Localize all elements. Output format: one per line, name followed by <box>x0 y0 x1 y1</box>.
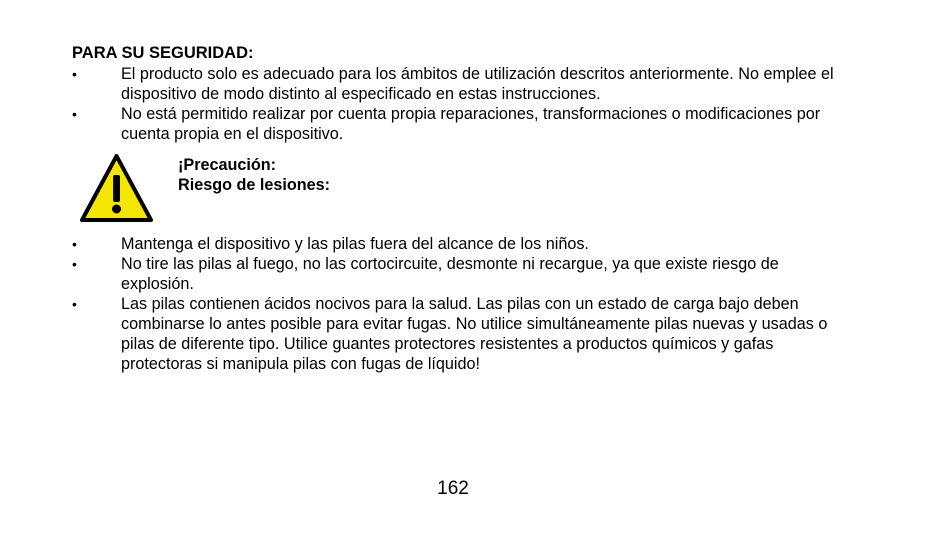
list-item <box>0 104 836 144</box>
list-item-text: El producto solo es adecuado para los ámbitos de utilización descritos anteriormente. No emplee el dispositivo de modo distinto al especificado en estas instrucciones. <box>121 65 834 103</box>
caution-subtitle: Riesgo de lesiones: <box>178 176 331 194</box>
bullet: • <box>72 66 77 82</box>
page-number: 162 <box>437 478 469 499</box>
bullet: • <box>72 236 77 252</box>
bullet: • <box>72 296 77 312</box>
list-item <box>0 64 836 104</box>
section-heading: PARA SU SEGURIDAD: <box>72 44 254 62</box>
list-item-text: Mantenga el dispositivo y las pilas fuera del alcance de los niños. <box>121 235 589 253</box>
bullet: • <box>72 106 77 122</box>
list-item-text: No tire las pilas al fuego, no las cortocircuite, desmonte ni recargue, ya que existe riesgo de explosión. <box>121 255 779 293</box>
list-item-text: Las pilas contienen ácidos nocivos para la salud. Las pilas con un estado de carga bajo deben combinarse lo antes posible para evitar fugas. No utilice simultáneamente pilas nuevas y usadas o pilas de diferente tipo. Utilice guantes protectores resistentes a productos químicos y gafas protectoras si manipula pilas con fugas de líquido! <box>121 295 828 373</box>
list-item <box>0 294 836 374</box>
safety-list <box>0 64 836 144</box>
warning-triangle-icon <box>79 153 154 223</box>
bullet: • <box>72 256 77 272</box>
battery-safety-list <box>0 234 836 374</box>
caution-title: ¡Precaución: <box>178 156 277 174</box>
caution-block <box>178 155 330 195</box>
list-item-text: No está permitido realizar por cuenta propia reparaciones, transformaciones o modificaciones por cuenta propia en el dispositivo. <box>121 105 821 143</box>
list-item <box>0 254 836 294</box>
list-item <box>0 234 836 254</box>
